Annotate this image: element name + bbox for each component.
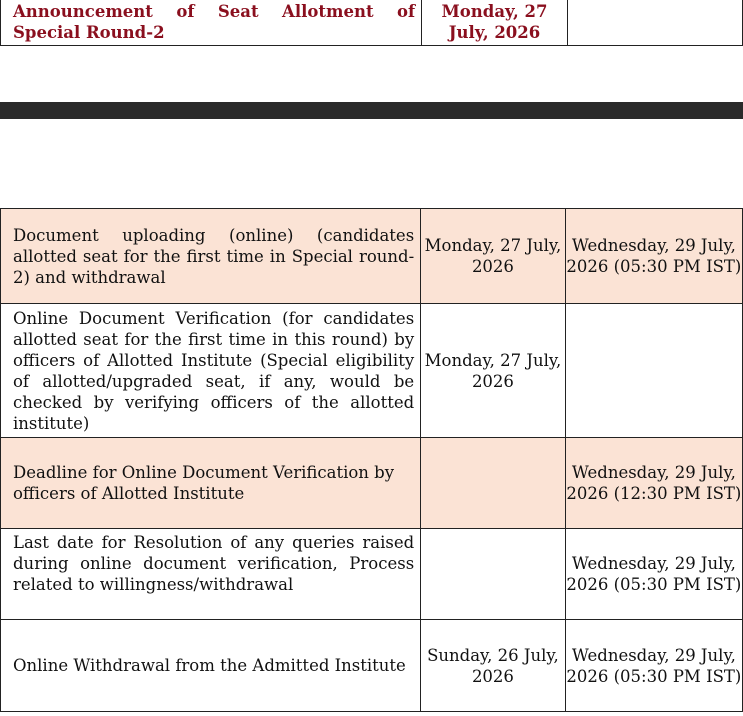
end-date-text: Wednesday, 29 July, 2026 (05:30 PM IST) <box>566 645 742 686</box>
event-cell <box>1 304 421 438</box>
event-text: Online Document Verification (for candidates allotted seat for the first time in this round) by officers of Allotted Institute (Special eligibility of allotted/upgraded seat, if any, would be checked by verifying officers of the allotted institute) <box>13 308 415 433</box>
start-date-cell <box>421 304 566 438</box>
end-date-cell <box>565 438 742 529</box>
announcement-table <box>0 0 743 46</box>
start-date-cell <box>421 620 566 712</box>
end-date-cell <box>567 0 742 46</box>
start-date-text: Monday, 27 July, 2026 <box>424 236 562 276</box>
table-row <box>1 304 743 438</box>
event-text: Announcement of Seat Allotment of Special Round-2 <box>13 2 416 42</box>
end-date-text: Wednesday, 29 July, 2026 (05:30 PM IST) <box>566 554 742 594</box>
start-date-cell <box>421 209 566 304</box>
table-row <box>1 438 743 529</box>
section-divider-bar <box>0 102 743 119</box>
event-text: Document uploading (online) (candidates allotted seat for the first time in Special round-2) and withdrawal <box>13 225 415 287</box>
event-text: Deadline for Online Document Verification by officers of Allotted Institute <box>13 463 395 503</box>
table-row <box>1 529 743 620</box>
start-date-cell <box>421 529 566 620</box>
end-date-cell <box>565 529 742 620</box>
event-cell <box>1 0 422 46</box>
end-date-cell <box>565 620 742 712</box>
end-date-cell <box>565 209 742 304</box>
start-date-text: Monday, 27 July, 2026 <box>441 2 548 42</box>
start-date-text: Sunday, 26 July, 2026 <box>427 645 559 686</box>
start-date-cell <box>422 0 568 46</box>
event-cell <box>1 209 421 304</box>
start-date-cell <box>421 438 566 529</box>
end-date-cell <box>565 304 742 438</box>
table-row <box>1 0 743 46</box>
event-text: Last date for Resolution of any queries raised during online document verification, Process related to willingness/withdrawal <box>13 533 415 594</box>
event-text: Online Withdrawal from the Admitted Institute <box>13 656 406 675</box>
event-cell <box>1 529 421 620</box>
table-row <box>1 209 743 304</box>
schedule-table <box>0 208 743 712</box>
start-date-text: Monday, 27 July, 2026 <box>424 350 562 391</box>
table-row <box>1 620 743 712</box>
end-date-text: Wednesday, 29 July, 2026 (12:30 PM IST) <box>566 463 742 503</box>
event-cell <box>1 438 421 529</box>
end-date-text: Wednesday, 29 July, 2026 (05:30 PM IST) <box>566 236 742 276</box>
event-cell <box>1 620 421 712</box>
